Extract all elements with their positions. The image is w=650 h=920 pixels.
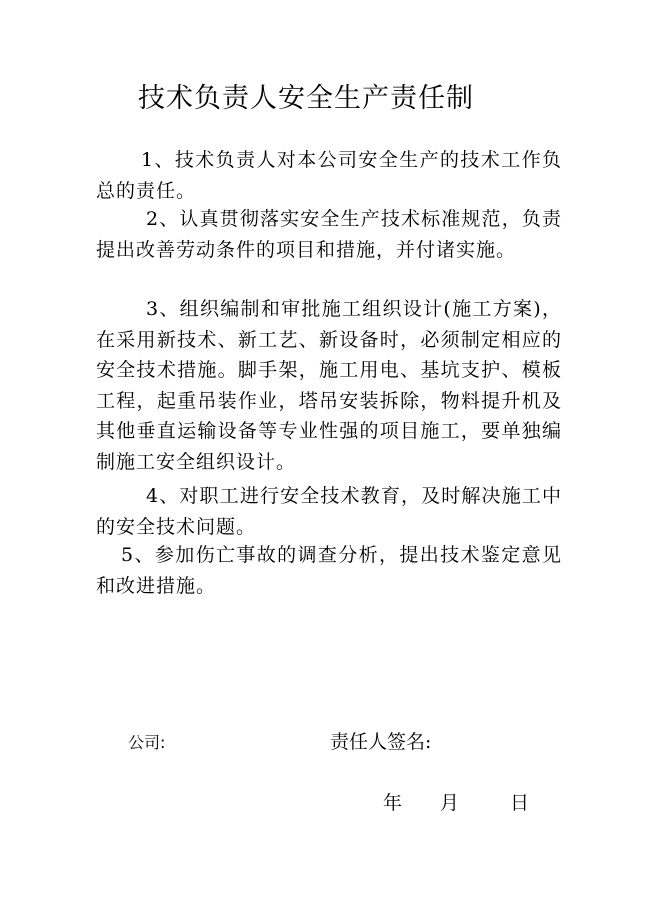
clause-4: 4、对职工进行安全技术教育，及时解决施工中的安全技术问题。 xyxy=(96,485,562,538)
clause-1: 1、技术负责人对本公司安全生产的技术工作负总的责任。 xyxy=(96,149,562,202)
date-day-label: 日 xyxy=(510,792,530,814)
clause-2: 2、认真贯彻落实安全生产技术标准规范，负责提出改善劳动条件的项目和措施，并付诸实施。 xyxy=(96,208,562,261)
date-year-label: 年 xyxy=(383,792,403,814)
company-label: 公司: xyxy=(128,733,166,752)
clause-5: 5、参加伤亡事故的调查分析，提出技术鉴定意见和改进措施。 xyxy=(96,544,562,597)
clause-3: 3、组织编制和审批施工组织设计(施工方案)，在采用新技术、新工艺、新设备时，必须制定相应的安全技术措施。脚手架，施工用电、基坑支护、模板工程，起重吊装作业，塔吊安装拆除，物料提升机及其他垂直运输设备等专业性强的项目施工，要单独编制施工安全组织设计。 xyxy=(96,298,562,473)
date-month-label: 月 xyxy=(440,792,460,814)
signer-label: 责任人签名: xyxy=(330,731,432,753)
signature-date xyxy=(383,788,529,815)
document-title: 技术负责人安全生产责任制 xyxy=(138,83,474,114)
